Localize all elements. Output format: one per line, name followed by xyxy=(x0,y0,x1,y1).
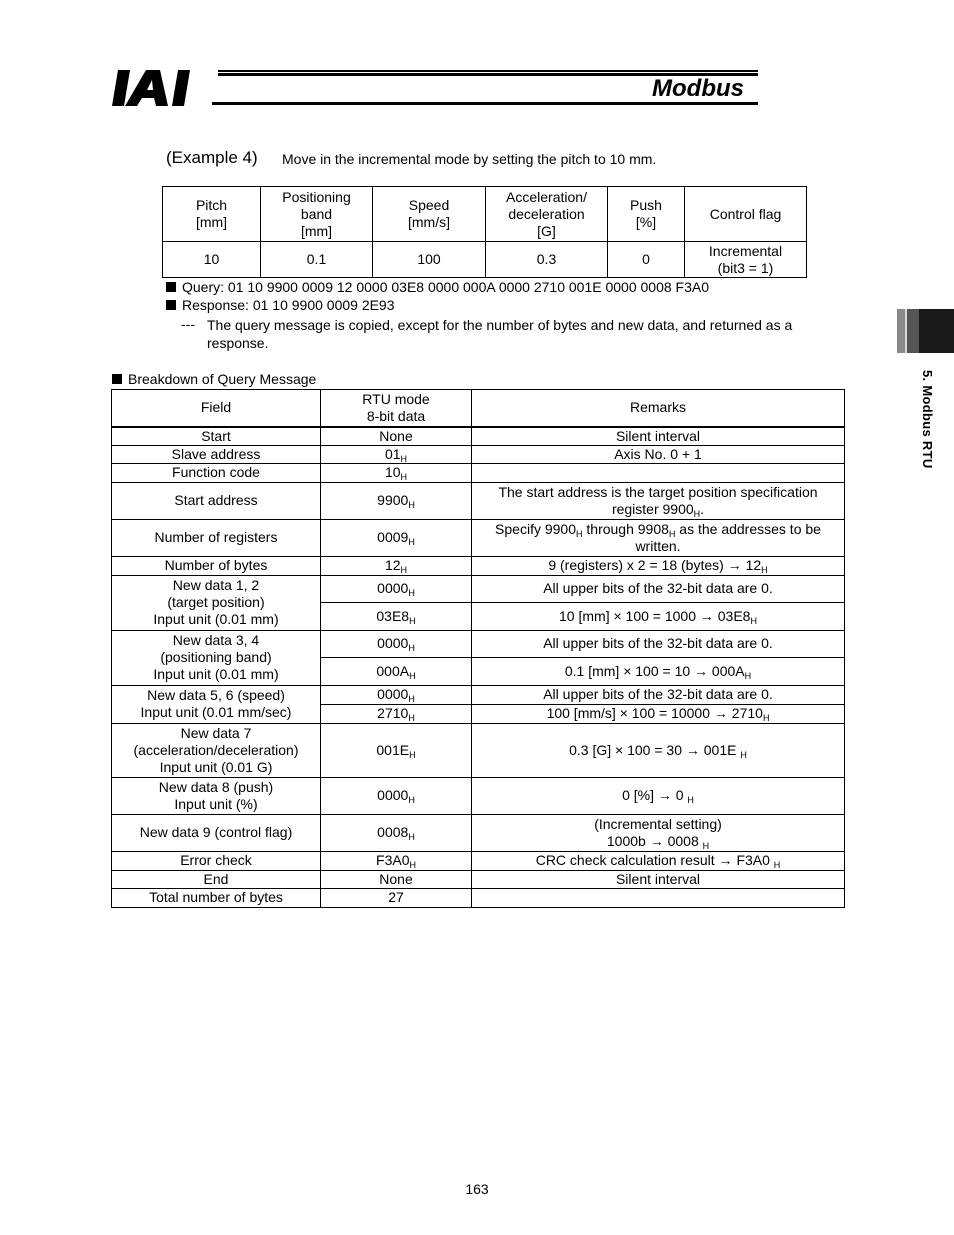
table-row xyxy=(112,851,845,870)
table-row xyxy=(112,556,845,575)
chapter-tab-gray xyxy=(897,309,919,353)
table-row xyxy=(112,427,845,446)
breakdown-heading: Breakdown of Query Message xyxy=(112,371,316,387)
field-cell: Start xyxy=(112,427,321,446)
field-cell: End xyxy=(112,870,321,888)
rtu-cell: $0000_H$ xyxy=(321,575,472,602)
example-label: (Example 4) xyxy=(166,148,258,167)
remarks-cell xyxy=(472,888,845,907)
note-text: The query message is copied, except for the number of bytes and new data, and returned as a response. xyxy=(207,317,793,351)
rtu-cell: $0000_H$ xyxy=(321,777,472,814)
rtu-cell: $F3A0_H$ xyxy=(321,851,472,870)
header-cell-pitch: Pitch [mm] xyxy=(163,187,261,242)
field-cell: Slave address xyxy=(112,445,321,463)
value-cell-speed: 100 xyxy=(373,242,486,278)
remarks-cell: 0 [%] → 0 $_H$ xyxy=(472,777,845,814)
rtu-cell: $12_H$ xyxy=(321,556,472,575)
field-cell: New data 5, 6 (speed) Input unit (0.01 mm/sec) xyxy=(112,685,321,723)
response-line: Response: 01 10 9900 0009 2E93 xyxy=(166,297,395,313)
bullet-square-icon xyxy=(112,374,122,384)
table-row xyxy=(112,445,845,463)
remarks-cell xyxy=(472,463,845,482)
rtu-cell: None xyxy=(321,427,472,446)
table-row xyxy=(112,519,845,556)
note-dashes: --- xyxy=(181,316,195,332)
rtu-cell: $01_H$ xyxy=(321,445,472,463)
rtu-cell: $0000_H$ xyxy=(321,685,472,704)
remarks-cell: Silent interval xyxy=(472,870,845,888)
rtu-cell: $0000_H$ xyxy=(321,630,472,657)
header-rule-thin xyxy=(218,70,758,72)
example-table-value-row xyxy=(163,242,807,278)
table-row xyxy=(112,463,845,482)
value-cell-pitch: 10 xyxy=(163,242,261,278)
header-rtu: RTU mode 8-bit data xyxy=(321,390,472,427)
remarks-cell: All upper bits of the 32-bit data are 0. xyxy=(472,575,845,602)
example-parameter-table xyxy=(162,186,807,278)
chapter-tab-label: 5. Modbus RTU xyxy=(920,370,935,469)
iai-logo xyxy=(112,68,212,108)
field-cell: New data 9 (control flag) xyxy=(112,814,321,851)
header-cell-push: Push [%] xyxy=(608,187,685,242)
table-row xyxy=(112,777,845,814)
field-cell: New data 7 (acceleration/deceleration) Input unit (0.01 G) xyxy=(112,723,321,777)
field-cell: Start address xyxy=(112,482,321,519)
remarks-cell: All upper bits of the 32-bit data are 0. xyxy=(472,685,845,704)
table-row xyxy=(112,630,845,657)
table-row xyxy=(112,814,845,851)
remarks-cell: (Incremental setting) 1000b → 0008 $_H$ xyxy=(472,814,845,851)
remarks-cell: Specify $9900_H$ through $9908_H$ as the addresses to be written. xyxy=(472,519,845,556)
field-cell: New data 3, 4 (positioning band) Input unit (0.01 mm) xyxy=(112,630,321,685)
header-cell-control-flag: Control flag xyxy=(685,187,807,242)
header-cell-acceleration: Acceleration/ deceleration [G] xyxy=(486,187,608,242)
query-line: Query: 01 10 9900 0009 12 0000 03E8 0000 000A 0000 2710 001E 0000 0008 F3A0 xyxy=(166,279,709,295)
rtu-cell: $000A_H$ xyxy=(321,657,472,685)
chapter-tab-black xyxy=(919,309,954,353)
remarks-cell: The start address is the target position specification register $9900_H$. xyxy=(472,482,845,519)
field-cell: New data 8 (push) Input unit (%) xyxy=(112,777,321,814)
table-row xyxy=(112,685,845,704)
remarks-cell: All upper bits of the 32-bit data are 0. xyxy=(472,630,845,657)
header-cell-positioning-band: Positioning band [mm] xyxy=(261,187,373,242)
field-cell: Number of registers xyxy=(112,519,321,556)
rtu-cell: $2710_H$ xyxy=(321,704,472,723)
remarks-cell: Axis No. 0 + 1 xyxy=(472,445,845,463)
rtu-cell: None xyxy=(321,870,472,888)
value-cell-acceleration: 0.3 xyxy=(486,242,608,278)
field-cell: Function code xyxy=(112,463,321,482)
remarks-cell: 0.1 $[mm] \times 100 = 10 \to 000A_H$ xyxy=(472,657,845,685)
value-cell-push: 0 xyxy=(608,242,685,278)
rtu-cell: 27 xyxy=(321,888,472,907)
table-row xyxy=(112,575,845,602)
breakdown-header-row xyxy=(112,390,845,427)
table-row xyxy=(112,482,845,519)
field-cell: Error check xyxy=(112,851,321,870)
rtu-cell: $001E_H$ xyxy=(321,723,472,777)
rtu-cell: $10_H$ xyxy=(321,463,472,482)
remarks-cell: 0.3 [G] × 100 = 30 → 001E $_H$ xyxy=(472,723,845,777)
remarks-cell: CRC check calculation result → F3A0 $_H$ xyxy=(472,851,845,870)
query-breakdown-table xyxy=(111,389,845,908)
page-number: 163 xyxy=(465,1181,489,1197)
bullet-square-icon xyxy=(166,300,176,310)
remarks-cell: 10 $[mm] \times 100 = 1000 \to 03E8_H$ xyxy=(472,602,845,630)
remarks-cell: 100 $[mm/s] \times 100 = 10000 \to 2710_H$ xyxy=(472,704,845,723)
field-cell: Total number of bytes xyxy=(112,888,321,907)
field-cell: Number of bytes xyxy=(112,556,321,575)
value-cell-positioning-band: 0.1 xyxy=(261,242,373,278)
remarks-cell: 9 (registers) x 2 = 18 (bytes) → $12_H$ xyxy=(472,556,845,575)
remarks-cell: Silent interval xyxy=(472,427,845,446)
rtu-cell: $9900_H$ xyxy=(321,482,472,519)
header-cell-speed: Speed [mm/s] xyxy=(373,187,486,242)
rtu-cell: $03E8_H$ xyxy=(321,602,472,630)
value-cell-control-flag: Incremental (bit3 = 1) xyxy=(685,242,807,278)
example-table-header-row xyxy=(163,187,807,242)
example-description: Move in the incremental mode by setting the pitch to 10 mm. xyxy=(282,151,657,167)
table-row xyxy=(112,723,845,777)
table-row xyxy=(112,888,845,907)
rtu-cell: $0009_H$ xyxy=(321,519,472,556)
table-row xyxy=(112,870,845,888)
header-remarks: Remarks xyxy=(472,390,845,427)
bullet-square-icon xyxy=(166,282,176,292)
header-title: Modbus xyxy=(652,75,744,102)
header-field: Field xyxy=(112,390,321,427)
field-cell: New data 1, 2 (target position) Input unit (0.01 mm) xyxy=(112,575,321,630)
rtu-cell: $0008_H$ xyxy=(321,814,472,851)
